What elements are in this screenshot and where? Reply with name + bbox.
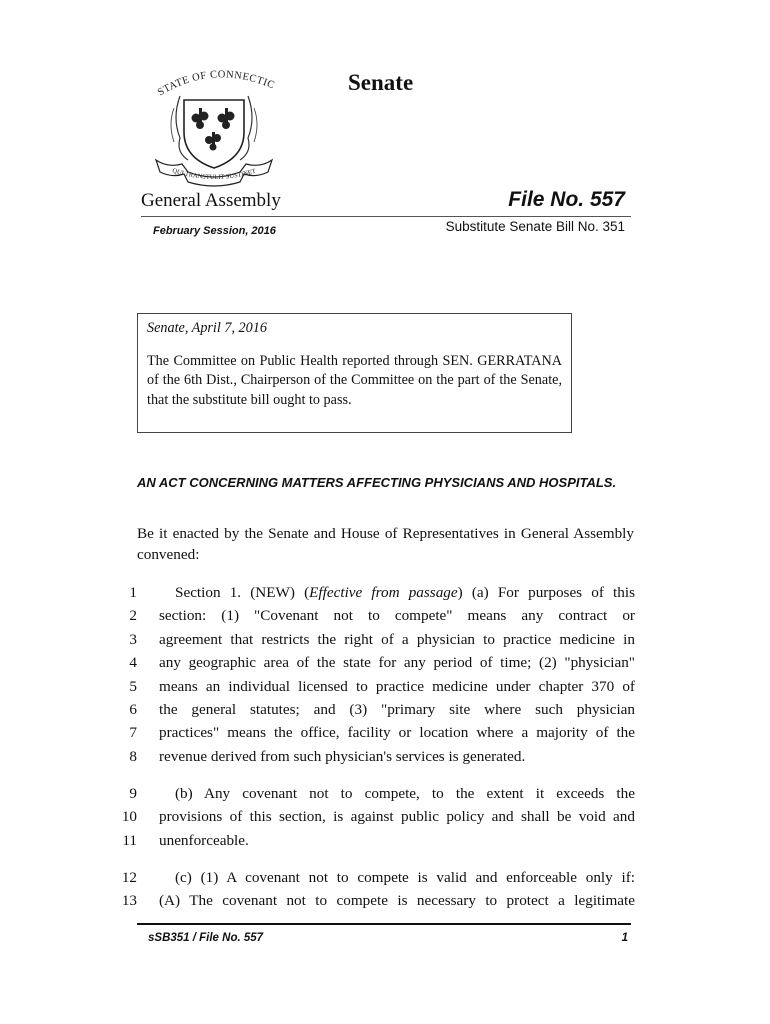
line-text: (b) Any covenant not to compete, to the extent it exceeds the bbox=[175, 785, 635, 802]
file-number: File No. 557 bbox=[508, 188, 625, 211]
bill-line bbox=[110, 829, 635, 852]
line-text: (c) (1) A covenant not to compete is valid and enforceable only if: bbox=[175, 869, 635, 886]
bill-line bbox=[110, 698, 635, 721]
line-number: 8 bbox=[129, 747, 137, 765]
line-text: revenue derived from such physician's services is generated. bbox=[159, 747, 526, 765]
enacting-clause: Be it enacted by the Senate and House of Representatives in General Assembly convened: bbox=[137, 525, 634, 563]
bill-line bbox=[110, 782, 635, 805]
footer-divider bbox=[137, 923, 631, 925]
seal-motto-text: QUI TRANSTULIT SUSTINET bbox=[171, 167, 257, 182]
seal-top-text: STATE OF CONNECTIC bbox=[155, 69, 277, 99]
bill-section-paragraph-a bbox=[110, 581, 635, 768]
bill-line bbox=[110, 604, 635, 627]
report-date: Senate, April 7, 2016 bbox=[147, 320, 267, 336]
svg-text:STATE OF CONNECTICUT bbox=[148, 68, 276, 99]
session-label: February Session, 2016 bbox=[153, 225, 276, 237]
line-number: 5 bbox=[129, 677, 137, 695]
line-text: provisions of this section, is against public policy and shall be void and bbox=[159, 808, 635, 826]
bill-line bbox=[110, 651, 635, 674]
line-number: 3 bbox=[129, 630, 137, 648]
bill-line bbox=[110, 721, 635, 744]
page-number: 1 bbox=[621, 932, 628, 944]
bill-line bbox=[110, 628, 635, 651]
line-number: 10 bbox=[121, 808, 137, 826]
header-divider bbox=[141, 216, 631, 217]
line-text: section: (1) "Covenant not to compete" means any contract or bbox=[159, 607, 635, 625]
chamber-title: Senate bbox=[348, 70, 414, 95]
bill-line bbox=[110, 581, 635, 604]
bill-line bbox=[110, 866, 635, 889]
bill-section-paragraph-c bbox=[110, 866, 635, 913]
bill-line bbox=[110, 889, 635, 912]
line-text: practices" means the office, facility or location where a majority of the bbox=[159, 724, 635, 742]
line-number: 13 bbox=[121, 892, 137, 910]
report-text: The Committee on Public Health reported through SEN. GERRATANA of the 6th Dist., Chairperson of the Committee on the part of the Senate, that the substitute bill ought to pass. bbox=[147, 352, 562, 408]
line-text: any geographic area of the state for any period of time; (2) "physician" bbox=[159, 654, 635, 672]
line-text: the general statutes; and (3) "primary site where such physician bbox=[159, 700, 635, 718]
line-text: (A) The covenant not to compete is necessary to protect a legitimate bbox=[159, 892, 635, 910]
footer-bill-reference: sSB351 / File No. 557 bbox=[148, 932, 264, 944]
bill-line bbox=[110, 745, 635, 768]
act-title: AN ACT CONCERNING MATTERS AFFECTING PHYSICIANS AND HOSPITALS. bbox=[137, 475, 617, 490]
line-number: 4 bbox=[129, 654, 137, 672]
state-seal bbox=[148, 68, 280, 190]
committee-report-box bbox=[137, 313, 572, 433]
line-number: 12 bbox=[121, 869, 137, 886]
line-number: 11 bbox=[122, 831, 137, 849]
line-number: 2 bbox=[129, 607, 137, 625]
line-number: 9 bbox=[129, 785, 137, 802]
line-number: 1 bbox=[129, 584, 137, 601]
line-number: 7 bbox=[129, 724, 137, 742]
bill-line bbox=[110, 675, 635, 698]
bill-line bbox=[110, 805, 635, 828]
line-text: means an individual licensed to practice medicine under chapter 370 of bbox=[159, 677, 635, 695]
bill-section-paragraph-b bbox=[110, 782, 635, 852]
substitute-bill-number: Substitute Senate Bill No. 351 bbox=[445, 219, 625, 234]
line-text: agreement that restricts the right of a physician to practice medicine in bbox=[159, 630, 635, 648]
assembly-label: General Assembly bbox=[141, 190, 281, 211]
line-text: unenforceable. bbox=[159, 831, 249, 849]
line-number: 6 bbox=[129, 700, 137, 718]
line-text: Section 1. (NEW) (Effective from passage) (a) For purposes of this bbox=[175, 584, 635, 601]
svg-text:QUI TRANSTULIT SUSTINET bbox=[171, 167, 256, 181]
